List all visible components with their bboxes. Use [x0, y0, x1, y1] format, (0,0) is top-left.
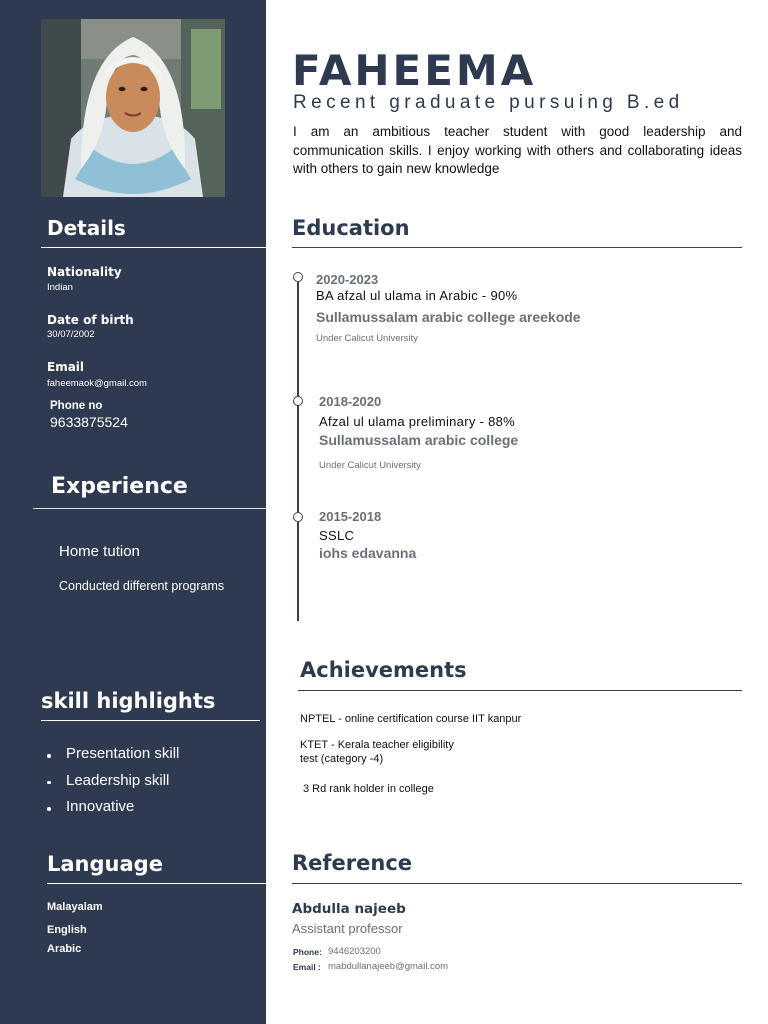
education-school: Sullamussalam arabic college [319, 432, 519, 448]
skill-item: Innovative [44, 797, 179, 824]
profile-photo [41, 19, 225, 197]
education-years: 2018-2020 [319, 394, 382, 409]
phone-label: Phone no [50, 400, 103, 412]
achievements-divider [298, 690, 742, 691]
skills-list [44, 744, 179, 824]
reference-divider [292, 883, 742, 884]
education-university: Under Calicut University [319, 460, 421, 471]
nationality-value: Indian [47, 282, 73, 293]
email-value: faheemaok@gmail.com [47, 378, 147, 389]
language-item: Malayalam [47, 901, 103, 913]
reference-heading: Reference [292, 851, 413, 875]
reference-phone-label: Phone: [293, 947, 322, 957]
education-university: Under Calicut University [316, 333, 418, 344]
phone-value: 9633875524 [50, 414, 128, 430]
bullet-icon [47, 781, 51, 785]
achievement-item: test (category -4) [300, 753, 384, 765]
education-degree: Afzal ul ulama preliminary - 88% [319, 414, 516, 429]
dob-value: 30/07/2002 [47, 329, 95, 340]
language-item: English [47, 924, 87, 936]
timeline-node-icon [293, 512, 303, 522]
reference-phone-value: 9446203200 [328, 946, 381, 957]
education-heading: Education [292, 216, 410, 240]
skill-item: Presentation skill [44, 744, 179, 771]
bullet-icon [47, 807, 51, 811]
experience-item: Conducted different programs [59, 579, 225, 593]
reference-title: Assistant professor [292, 921, 403, 936]
skills-divider [41, 720, 260, 721]
achievements-heading: Achievements [300, 658, 467, 682]
education-degree: BA afzal ul ulama in Arabic - 90% [316, 288, 518, 303]
language-item: Arabic [47, 943, 82, 955]
details-divider [41, 247, 266, 248]
candidate-subtitle: Recent graduate pursuing B.ed [293, 92, 684, 113]
achievement-item: 3 Rd rank holder in college [303, 783, 434, 795]
experience-heading: Experience [51, 474, 188, 499]
education-years: 2020-2023 [316, 272, 379, 287]
achievement-item: KTET - Kerala teacher eligibility [300, 739, 454, 751]
email-label: Email [47, 360, 85, 374]
education-degree: SSLC [319, 528, 355, 543]
bullet-icon [47, 754, 51, 758]
education-timeline [297, 277, 299, 621]
reference-email-label: Email : [293, 962, 321, 972]
education-years: 2015-2018 [319, 509, 382, 524]
sidebar [0, 0, 266, 1024]
reference-name: Abdulla najeeb [292, 901, 406, 917]
nationality-label: Nationality [47, 265, 122, 279]
education-school: Sullamussalam arabic college areekode [316, 309, 581, 325]
timeline-node-icon [293, 396, 303, 406]
reference-email-value: mabdullanajeeb@gmail.com [328, 961, 449, 972]
education-divider [292, 247, 742, 248]
about-paragraph: I am an ambitious teacher student with good leadership and communication skills. I enjoy working with others and collaborating ideas with others to gain new knowledge [293, 124, 742, 176]
candidate-name: FAHEEMA [292, 46, 537, 95]
experience-item: Home tution [59, 543, 140, 560]
achievement-item: NPTEL - online certification course IIT kanpur [300, 713, 522, 725]
timeline-node-icon [293, 272, 303, 282]
dob-label: Date of birth [47, 313, 134, 327]
language-divider [47, 883, 266, 884]
education-school: iohs edavanna [319, 545, 417, 561]
experience-divider [33, 508, 279, 509]
details-heading: Details [47, 216, 126, 240]
language-heading: Language [47, 852, 163, 876]
skill-item: Leadership skill [44, 771, 179, 798]
skills-heading: skill highlights [41, 689, 216, 713]
